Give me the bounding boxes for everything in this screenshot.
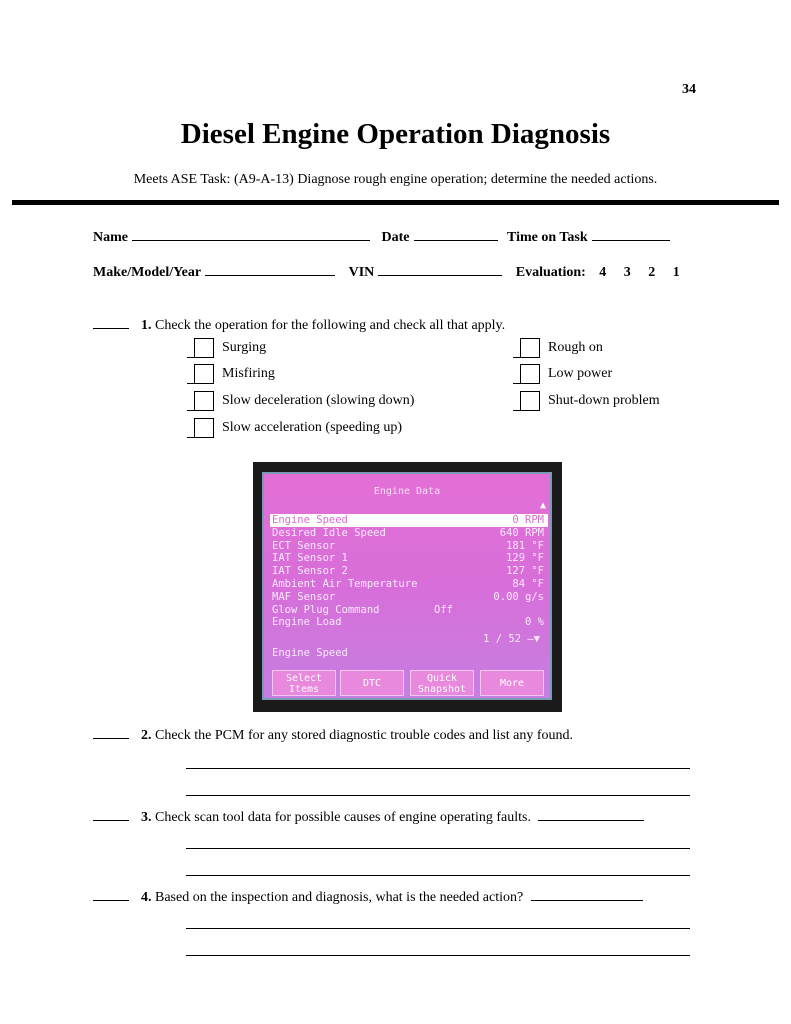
data-row: ECT Sensor 181 °F bbox=[272, 539, 544, 552]
name-field[interactable] bbox=[132, 227, 370, 241]
question-4-text: Based on the inspection and diagnosis, what is the needed action? bbox=[155, 890, 524, 905]
scan-tool-title: Engine Data bbox=[373, 486, 441, 497]
page-number: 34 bbox=[682, 82, 696, 97]
checklist-label: Rough on bbox=[548, 340, 603, 356]
answer-line[interactable] bbox=[186, 848, 690, 849]
date-label: Date bbox=[381, 230, 410, 245]
time-on-task-field[interactable] bbox=[592, 227, 670, 241]
checklist-label: Low power bbox=[548, 366, 613, 382]
checklist-label: Slow deceleration (slowing down) bbox=[222, 393, 415, 409]
page-subtitle: Meets ASE Task: (A9-A-13) Diagnose rough engine operation; determine the needed actions. bbox=[133, 172, 658, 187]
question-3 bbox=[93, 807, 644, 826]
question-2-text: Check the PCM for any stored diagnostic trouble codes and list any found. bbox=[155, 728, 573, 743]
more-button[interactable]: More bbox=[480, 670, 544, 696]
question-1-text: Check the operation for the following and check all that apply. bbox=[155, 318, 506, 333]
checkbox[interactable] bbox=[520, 364, 540, 384]
make-model-year-label: Make/Model/Year bbox=[93, 265, 202, 280]
question-4-number: 4. bbox=[141, 890, 152, 905]
name-label: Name bbox=[93, 230, 128, 245]
answer-line[interactable] bbox=[186, 768, 690, 769]
checkbox[interactable] bbox=[194, 364, 214, 384]
vin-label: VIN bbox=[348, 265, 375, 280]
question-3-inline-blank[interactable] bbox=[538, 807, 644, 821]
question-3-score-blank[interactable] bbox=[93, 808, 129, 821]
question-3-number: 3. bbox=[141, 810, 152, 825]
question-4 bbox=[93, 887, 643, 906]
quick-snapshot-button[interactable]: Quick Snapshot bbox=[410, 670, 474, 696]
page-title: Diesel Engine Operation Diagnosis bbox=[180, 118, 611, 150]
data-row: Engine Load 0 % bbox=[272, 616, 544, 629]
data-row: Engine Speed 0 RPM bbox=[270, 514, 548, 527]
question-2-score-blank[interactable] bbox=[93, 726, 129, 739]
scan-tool-data-list bbox=[270, 514, 548, 629]
checkbox[interactable] bbox=[194, 338, 214, 358]
header-row-1 bbox=[93, 227, 670, 246]
page-position-indicator: 1 / 52 –▼ bbox=[483, 633, 540, 645]
question-3-text: Check scan tool data for possible causes of engine operating faults. bbox=[155, 810, 531, 825]
answer-line[interactable] bbox=[186, 795, 690, 796]
date-field[interactable] bbox=[414, 227, 498, 241]
evaluation-label: Evaluation: bbox=[515, 265, 586, 280]
answer-line[interactable] bbox=[186, 875, 690, 876]
evaluation-score-4[interactable]: 4 bbox=[599, 265, 607, 280]
checklist-item-slow-acceleration[interactable] bbox=[194, 418, 402, 438]
checklist-label: Surging bbox=[222, 340, 267, 356]
vin-field[interactable] bbox=[378, 262, 502, 276]
scroll-up-icon: ▲ bbox=[539, 500, 546, 511]
question-1-score-blank[interactable] bbox=[93, 316, 129, 329]
dtc-button[interactable]: DTC bbox=[340, 670, 404, 696]
data-row: Ambient Air Temperature 84 °F bbox=[272, 577, 544, 590]
time-on-task-label: Time on Task bbox=[507, 230, 588, 245]
checklist-item-low-power[interactable] bbox=[520, 364, 612, 384]
checkbox[interactable] bbox=[520, 391, 540, 411]
selected-parameter-status: Engine Speed bbox=[272, 647, 348, 659]
answer-line[interactable] bbox=[186, 955, 690, 956]
checkbox[interactable] bbox=[194, 418, 214, 438]
question-4-inline-blank[interactable] bbox=[531, 887, 643, 901]
data-row: Desired Idle Speed 640 RPM bbox=[272, 526, 544, 539]
evaluation-score-3[interactable]: 3 bbox=[623, 265, 631, 280]
data-row: IAT Sensor 2 127 °F bbox=[272, 565, 544, 578]
data-row: IAT Sensor 1 129 °F bbox=[272, 552, 544, 565]
select-items-button[interactable]: Select Items bbox=[272, 670, 336, 696]
checklist-item-rough-on[interactable] bbox=[520, 338, 603, 358]
checklist-label: Slow acceleration (speeding up) bbox=[222, 420, 402, 436]
checklist-label: Shut-down problem bbox=[548, 393, 660, 409]
header-row-2 bbox=[93, 262, 680, 281]
data-row: MAF Sensor 0.00 g/s bbox=[272, 590, 544, 603]
checkbox[interactable] bbox=[194, 391, 214, 411]
checklist-item-slow-deceleration[interactable] bbox=[194, 391, 414, 411]
checklist-label: Misfiring bbox=[222, 366, 275, 382]
evaluation-score-2[interactable]: 2 bbox=[648, 265, 656, 280]
question-1-number: 1. bbox=[141, 318, 152, 333]
checkbox[interactable] bbox=[520, 338, 540, 358]
question-4-score-blank[interactable] bbox=[93, 888, 129, 901]
question-1 bbox=[93, 316, 505, 334]
evaluation-score-1[interactable]: 1 bbox=[672, 265, 680, 280]
question-2-number: 2. bbox=[141, 728, 152, 743]
title-divider bbox=[12, 200, 779, 205]
checklist-item-misfiring[interactable] bbox=[194, 364, 275, 384]
checklist-item-shut-down-problem[interactable] bbox=[520, 391, 660, 411]
make-model-year-field[interactable] bbox=[205, 262, 335, 276]
scan-tool-screen bbox=[262, 472, 552, 700]
question-2 bbox=[93, 726, 573, 744]
data-row: Glow Plug Command Off bbox=[272, 603, 453, 616]
answer-line[interactable] bbox=[186, 928, 690, 929]
checklist-item-surging[interactable] bbox=[194, 338, 266, 358]
